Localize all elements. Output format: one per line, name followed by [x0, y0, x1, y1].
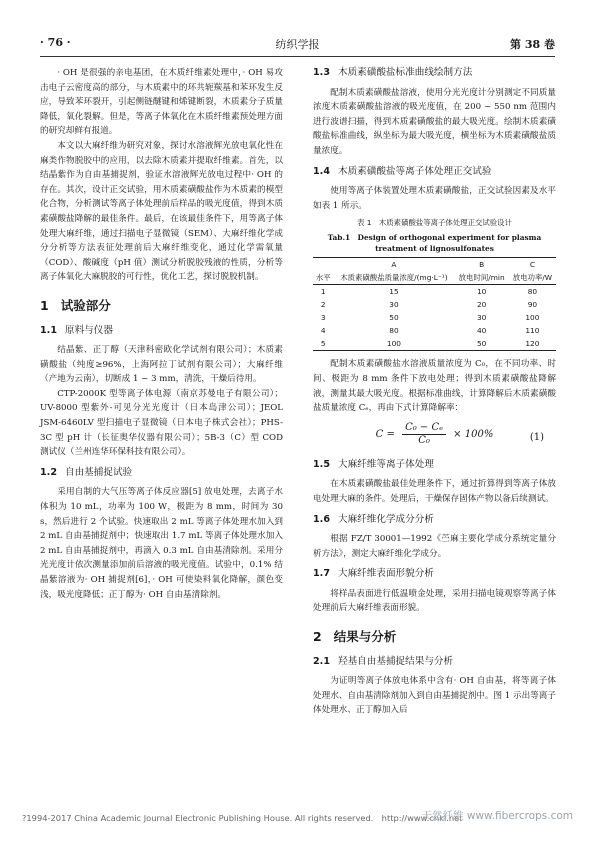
formula-lhs: C =: [375, 428, 395, 440]
subsection-title: 大麻纤维等离子体处理: [338, 458, 434, 470]
subsection-1-6-heading: [313, 513, 556, 528]
chemical-analysis-paragraph: 根据 FZ/T 30001—1992《苎麻主要化学成分系统定量分析方法》，测定大麻纤维化学成分。: [313, 534, 556, 559]
table-cell: 50: [389, 313, 399, 323]
table-header-cell: [313, 258, 333, 272]
section-title: 结果与分析: [333, 629, 397, 645]
site-watermark: 天然纤维 www.fibercrops.com: [421, 810, 573, 822]
degradation-rate-formula: [313, 422, 556, 452]
radical-capture-paragraph: 采用自制的大气压等离子体反应器[5] 放电处理，去离子水体积为 10 mL，功率为 100 W，极距为 8 mm，时间为 30 s，然后进行 2 个试验。快速取出 2 mL 等离子体处理水加入到 2 mL 自由基捕捉剂中；快速取出 1.7 mL 等离子体处理水加入 2 mL 自由基捕捉剂中，再滴入 0.3 mL 自由基清除剂。采用分光光度计依次测量添加前后溶液的吸光度值。试验中，0.1% 结晶紫溶液为· OH 捕捉剂[6]，· OH 可使染料氧化降解，颜色变浅，吸光度降低；正丁醇为· OH 自由基清除剂。: [40, 487, 283, 600]
subsection-title: 木质素磺酸盐等离子体处理正交试验: [338, 165, 492, 177]
section-title: 试验部分: [60, 297, 111, 313]
formula-tail: × 100%: [453, 428, 494, 440]
table-cell: 4: [320, 326, 326, 336]
header-rule: [40, 56, 555, 57]
subsection-number: 1.5: [313, 458, 330, 470]
table-header-cell: 放电功率/W: [509, 271, 556, 285]
orthogonal-design-table: [313, 257, 556, 351]
section-number: 1: [40, 297, 49, 313]
formula-numerator: C₀ − Cₑ: [402, 422, 446, 435]
subsection-number: 1.6: [313, 513, 330, 525]
subsection-1-3-heading: [313, 66, 556, 81]
table-cell: 80: [527, 287, 538, 297]
intro-paragraph-1: · OH 是很强的亲电基团，在木质纤维素处理中，· OH 易攻击电子云密度高的部分，与木质素中的环共轭羰基和苯环发生反应，导致苯环裂开，引起侧链醚键和烯键断裂，木质素分子质量降低，氧化裂解。但是，等离子体氧化在木质纤维素预处理方面的研究却鲜有报道。: [40, 68, 283, 137]
table-row: [313, 311, 556, 324]
subsection-title: 自由基捕捉试验: [65, 466, 133, 478]
orthogonal-intro-paragraph: 使用等离子体装置处理木质素磺酸盐，正交试验因素及水平如表 1 所示。: [313, 186, 556, 211]
table-row: [313, 285, 556, 299]
subsection-number: 1.3: [313, 67, 330, 78]
table-cell: 2: [320, 300, 326, 310]
table-cell: 40: [476, 326, 487, 336]
table-row: [313, 298, 556, 311]
subsection-2-1-heading: [313, 655, 556, 670]
subsection-1-4-heading: [313, 165, 556, 180]
subsection-1-5-heading: [313, 458, 556, 473]
subsection-1-2-heading: [40, 466, 283, 481]
table-header-cell: A: [333, 258, 454, 272]
subsection-title: 木质素磺酸盐标准曲线绘制方法: [338, 67, 473, 78]
copyright-notice: ?1994-2017 China Academic Journal Electronic Publishing House. All rights reserved. http://www.cnki.net: [22, 813, 463, 823]
table-cell: 1: [320, 287, 326, 297]
subsection-title: 羟基自由基捕捉结果与分析: [338, 655, 454, 667]
table-cell: 110: [525, 326, 540, 336]
formula-denominator: C₀: [418, 434, 430, 446]
section-2-heading: [313, 630, 556, 645]
subsection-number: 1.4: [313, 165, 330, 177]
table-cell: 100: [333, 337, 454, 351]
table-header-cell: C: [509, 258, 556, 272]
table-cell: 10: [476, 287, 487, 297]
subsection-number: 1.1: [40, 324, 57, 336]
right-column: [313, 66, 556, 718]
subsection-number: 1.7: [313, 568, 330, 580]
section-number: 2: [313, 629, 322, 645]
materials-paragraph: 结晶紫、正丁醇（天津科密欧化学试剂有限公司）；木质素磺酸盐（纯度≥96%，上海阿拉丁试剂有限公司）；大麻纤维（产地为云南），切断成 1 ~ 3 mm，清洗，干燥后待用。: [40, 345, 283, 385]
page-number: · 76 ·: [40, 36, 71, 49]
table-row: [313, 337, 556, 351]
table-cell: 5: [313, 337, 333, 351]
table-cell: 90: [527, 300, 538, 310]
table-cell: 3: [320, 313, 326, 323]
subsection-title: 原料与仪器: [65, 324, 113, 336]
table-header-row: [313, 258, 556, 272]
radical-results-paragraph: 为证明等离子体放电体系中含有· OH 自由基，将等离子体处理水、自由基清除剂加入到自由基捕捉剂中。图 1 示出等离子体处理水、正丁醇加入后: [313, 676, 556, 716]
table-cell: 100: [525, 313, 540, 323]
table-header-cell: 水平: [313, 271, 333, 285]
hemp-treatment-paragraph: 在木质素磺酸盐最佳处理条件下，通过折算得到等离子体放电处理大麻的条件。处理后，干燥保存固体产物以备后续测试。: [313, 479, 556, 504]
subsection-number: 2.1: [313, 655, 330, 667]
subsection-1-7-heading: [313, 567, 556, 582]
table-cell: 80: [389, 326, 399, 336]
table-row: [313, 324, 556, 337]
table-header-cell: 木质素磺酸盐质量浓度/(mg·L⁻¹): [333, 271, 454, 285]
subsection-title: 大麻纤维表面形貌分析: [338, 568, 434, 580]
page-header: [40, 36, 555, 54]
table-header-cell: B: [454, 258, 508, 272]
table-cell: 120: [509, 337, 556, 351]
table-cell: 30: [476, 313, 487, 323]
subsection-1-1-heading: [40, 324, 283, 339]
volume-label: 第 38 卷: [510, 38, 555, 51]
morphology-paragraph: 将样品表面进行低温喷金处理，采用扫描电镜观察等离子体处理前后大麻纤维表面形貌。: [313, 588, 556, 614]
equation-number: (1): [529, 431, 544, 443]
table-cell: 50: [454, 337, 508, 351]
table-cell: 30: [389, 300, 399, 310]
table-header-cell: 放电时间/min: [454, 271, 508, 285]
table-caption-cn: 表 1 木质素磺酸盐等离子体处理正交试验设计: [357, 218, 512, 228]
journal-title: 纺织学报: [275, 38, 320, 51]
subsection-title: 大麻纤维化学成分分析: [338, 513, 434, 525]
left-column: [40, 66, 283, 602]
table-cell: 15: [389, 287, 399, 297]
formula-fraction: [402, 422, 446, 447]
intro-paragraph-2: 本文以大麻纤维为研究对象，探讨水溶液辉光放电氧化性在麻类作物脱胶中的应用，以去除木质素并提取纤维素。首先，以结晶紫作为自由基捕捉剂，验证水溶液辉光放电过程中· OH 的存在。其次，设计正交试验，用木质素磺酸盐作为木质素的模型化合物，分析测试等离子体处理前后样品的吸光度值，得到木质素磺酸盐降解的最佳条件。最后，在该最佳条件下，用等离子体处理大麻纤维，通过扫描电子显微镜（SEM）、大麻纤维化学成分分析等方法表征处理前后大麻纤维变化，通过化学需氧量（COD）、酸碱度（pH 值）测试分析脱胶残液的性质，分析等离子体氧化大麻脱胶的可行性，优化工艺，探讨脱胶机制。: [40, 140, 283, 283]
table-header-row: [313, 271, 556, 285]
subsection-number: 1.2: [40, 466, 57, 478]
standard-curve-paragraph: 配制木质素磺酸盐溶液，使用分光光度计分别测定不同质量浓度木质素磺酸盐溶液的吸光度值，在 200 ~ 550 nm 范围内进行波谱扫描，得到木质素磺酸盐的最大吸光度。绘制木质素磺酸盐标准曲线，纵坐标为最大吸光度，横坐标为木质素磺酸盐质量浓度。: [313, 87, 556, 156]
degradation-method-paragraph: 配制木质素磺酸盐水溶液质量浓度为 C₀，在不同功率、时间、极距为 8 mm 条件下放电处理；得到木质素磺酸盐降解液，测量其最大吸光度。根据标准曲线，计算降解后木质素磺酸盐质量浓度 Cₑ，再由下式计算降解率：: [313, 359, 556, 414]
table-cell: 20: [476, 300, 487, 310]
section-1-heading: [40, 299, 283, 314]
instruments-paragraph: CTP-2000K 型等离子体电源（南京苏曼电子有限公司）；UV-8000 型紫外-可见分光光度计（日本岛津公司）；JEOL JSM-6460LV 型扫描电子显微镜（日本电子株式会社）；PHS-3C 型 pH 计（长征奥华仪器有限公司）；5B-3（C）型 COD 测试仪（兰州连华环保科技有限公司）。: [40, 388, 283, 458]
table-caption-en: Tab.1 Design of orthogonal experiment for plasma treatment of lignosulfonates: [327, 233, 542, 254]
